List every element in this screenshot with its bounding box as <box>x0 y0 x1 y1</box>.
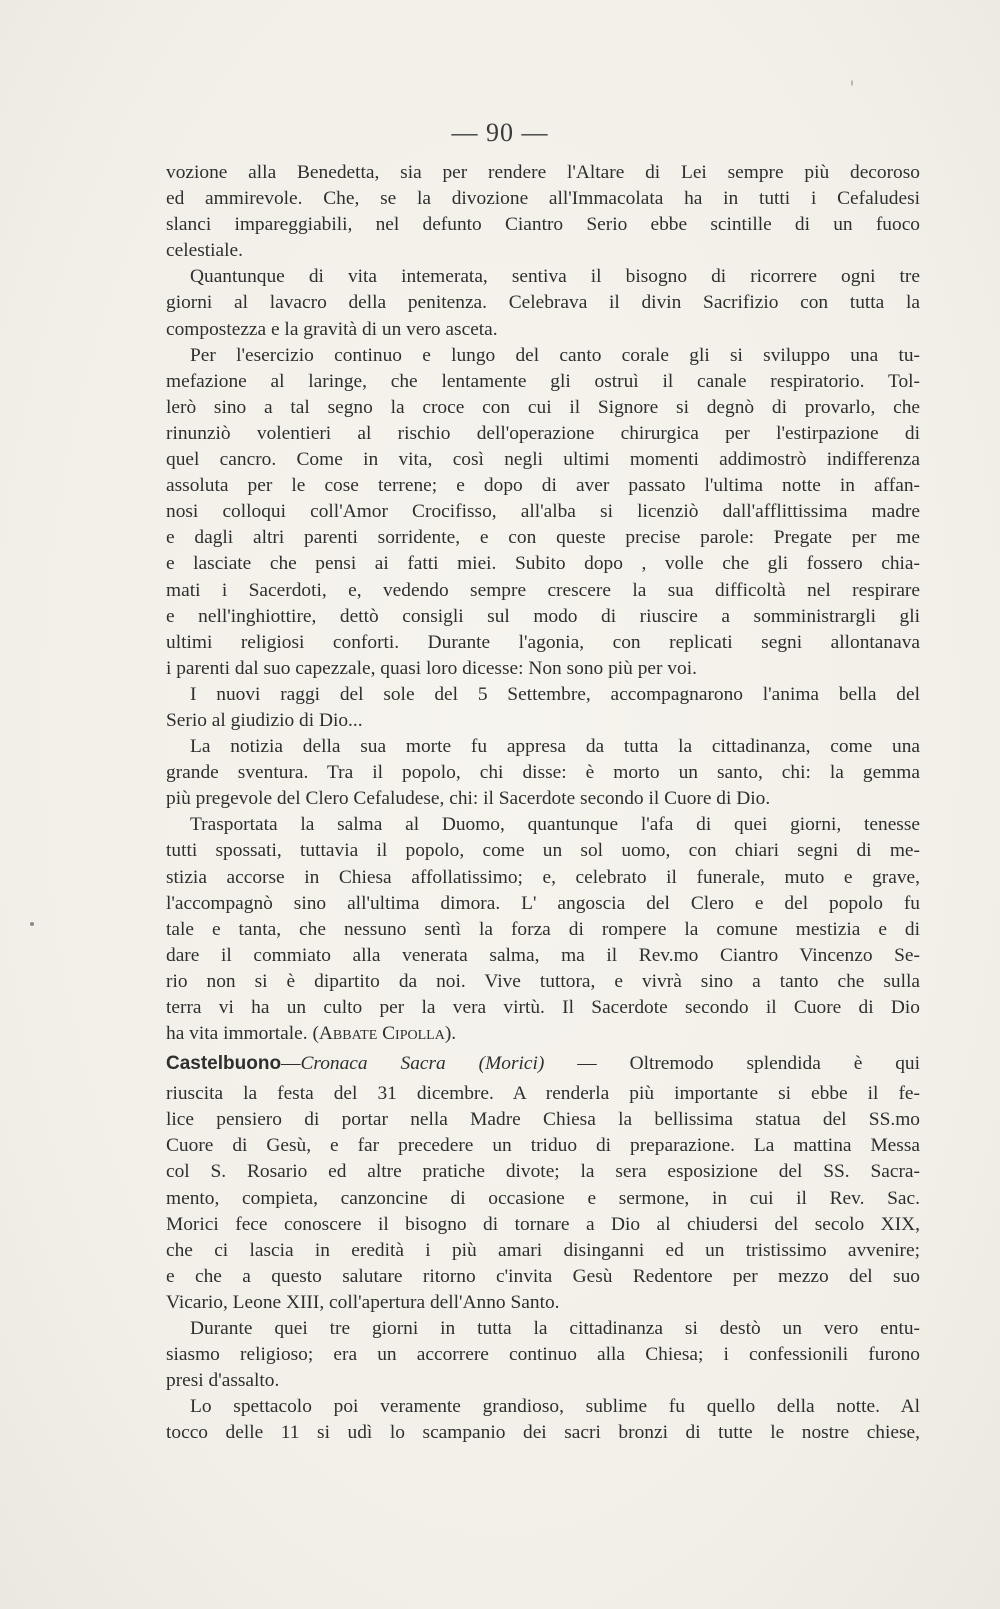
text-line: più pregevole del Clero Cefaludese, chi: il Sacerdote secondo il Cuore di Dio. <box>166 788 771 810</box>
text-line: i parenti dal suo capezzale, quasi loro dicesse: Non sono più per voi. <box>166 657 697 679</box>
castelbuono-paragraphs <box>166 1081 920 1446</box>
text-line: compostezza e la gravità di un vero asceta. <box>166 318 498 340</box>
text-line: La notizia della sua morte fu appresa da tutta la cittadinanza, come una <box>190 736 920 758</box>
text-line: Serio al giudizio di Dio... <box>166 709 363 731</box>
text-line: grande sventura. Tra il popolo, chi disse: è morto un santo, chi: la gemma <box>166 762 920 784</box>
text-line: col S. Rosario ed altre pratiche divote; la sera esposizione del SS. Sacra- <box>166 1161 920 1183</box>
section-source: Cronaca Sacra (Morici) <box>300 1053 545 1075</box>
text-line: lerò sino a tal segno la croce con cui il Signore si degnò di provarlo, che <box>166 396 920 418</box>
obituary-paragraphs <box>166 160 920 1021</box>
text-line: Vicario, Leone XIII, coll'apertura dell'Anno Santo. <box>166 1291 560 1313</box>
text-line: vozione alla Benedetta, sia per rendere l'Altare di Lei sempre più decoroso <box>166 162 920 183</box>
text-line: assoluta per le cose terrene; e dopo di aver passato l'ultima notte in affan- <box>166 475 920 497</box>
text-line: mati i Sacerdoti, e, vedendo sempre crescere la sua difficoltà nel respirare <box>166 579 920 601</box>
text-line: rio non si è dipartito da noi. Vive tuttora, e vivrà sino a tanto che sulla <box>166 970 920 992</box>
text-line: Cuore di Gesù, e far precedere un triduo di preparazione. La mattina Messa <box>166 1135 920 1157</box>
signature-prefix: ha vita immortale. ( <box>166 1023 319 1045</box>
text-line: rinunziò volentieri al rischio dell'operazione chirurgica per l'estirpazione di <box>166 422 920 444</box>
text-line: e che a questo salutare ritorno c'invita Gesù Redentore per mezzo del suo <box>166 1265 920 1287</box>
text-line: riuscita la festa del 31 dicembre. A renderla più importante si ebbe il fe- <box>166 1083 920 1105</box>
text-line: tale e tanta, che nessuno sentì la forza di rompere la comune mestizia e di <box>166 918 920 940</box>
text-line: tocco delle 11 si udì lo scampanio dei sacri bronzi di tutte le nostre chiese, <box>166 1422 920 1444</box>
scan-speck <box>851 80 853 86</box>
text-line: Lo spettacolo poi veramente grandioso, sublime fu quello della notte. Al <box>190 1396 920 1418</box>
text-line: Per l'esercizio continuo e lungo del canto corale gli si sviluppo una tu- <box>190 344 920 366</box>
section-place: Castelbuono <box>166 1053 282 1075</box>
text-line: tutti spossati, tuttavia il popolo, come un sol uomo, con chiari segni di me- <box>166 840 920 862</box>
text-line: l'accompagnò sino all'ultima dimora. L' angoscia del Clero e del popolo fu <box>166 892 920 914</box>
text-line: Morici fece conoscere il bisogno di tornare a Dio al chiudersi del secolo XIX, <box>166 1213 920 1235</box>
body-text <box>166 160 920 1447</box>
text-line: celestiale. <box>166 240 243 262</box>
text-line: siasmo religioso; era un accorrere continuo alla Chiesa; i confessionili furono <box>166 1344 920 1366</box>
section-dash: — <box>281 1053 301 1075</box>
text-line: e nell'inghiottire, dettò consigli sul modo di riuscire a somministrargli gli <box>166 605 920 627</box>
text-line: giorni al lavacro della penitenza. Celebrava il divin Sacrifizio con tutta la <box>166 292 920 314</box>
section-rest: — Oltremodo splendida è qui <box>544 1053 920 1075</box>
text-line: nosi colloqui coll'Amor Crocifisso, all'alba si licenziò dall'afflittissima madre <box>166 501 920 523</box>
text-line: presi d'assalto. <box>166 1370 280 1392</box>
section-heading <box>166 1051 920 1081</box>
text-line: e dagli altri parenti sorridente, e con queste precise parole: Pregate per me <box>166 527 920 549</box>
text-line: Durante quei tre giorni in tutta la cittadinanza si destò un vero entu- <box>190 1318 920 1340</box>
author-name: Abbate Cipolla <box>318 1023 445 1045</box>
text-line: mefazione al laringe, che lentamente gli ostruì il canale respiratorio. Tol- <box>166 370 920 392</box>
text-line: Quantunque di vita intemerata, sentiva il bisogno di ricorrere ogni tre <box>190 266 920 288</box>
page-number: — 90 — <box>451 118 549 147</box>
text-line: slanci impareggiabili, nel defunto Ciantro Serio ebbe scintille di un fuoco <box>166 214 920 236</box>
text-line: dare il commiato alla venerata salma, ma il Rev.mo Ciantro Vincenzo Se- <box>166 944 920 966</box>
text-line: ed ammirevole. Che, se la divozione all'Immacolata ha in tutti i Cefaludesi <box>166 188 920 210</box>
text-line: stizia accorse in Chiesa affollatissimo; e, celebrato il funerale, muto e grave, <box>166 866 920 888</box>
scan-speck <box>30 922 34 926</box>
signature-suffix: ). <box>444 1023 457 1045</box>
text-line: e lasciate che pensi ai fatti miei. Subito dopo , volle che gli fossero chia- <box>166 553 920 575</box>
text-line: quel cancro. Come in vita, così negli ultimi momenti addimostrò indifferenza <box>166 449 920 471</box>
text-line: lice pensiero di portar nella Madre Chiesa la bellissima statua del SS.mo <box>166 1109 920 1131</box>
text-line: mento, compieta, canzoncine di occasione e sermone, in cui il Rev. Sac. <box>166 1187 920 1209</box>
text-line: I nuovi raggi del sole del 5 Settembre, accompagnarono l'anima bella del <box>190 683 920 705</box>
text-line: terra vi ha un culto per la vera virtù. Il Sacerdote secondo il Cuore di Dio <box>166 997 920 1018</box>
text-line: Trasportata la salma al Duomo, quantunque l'afa di quei giorni, tenesse <box>190 814 920 836</box>
text-line: ultimi religiosi conforti. Durante l'agonia, con replicati segni allontanava <box>166 631 920 653</box>
text-line: che ci lascia in eredità i più amari disinganni ed un tristissimo avvenire; <box>166 1239 920 1261</box>
signature-line <box>166 1021 920 1047</box>
